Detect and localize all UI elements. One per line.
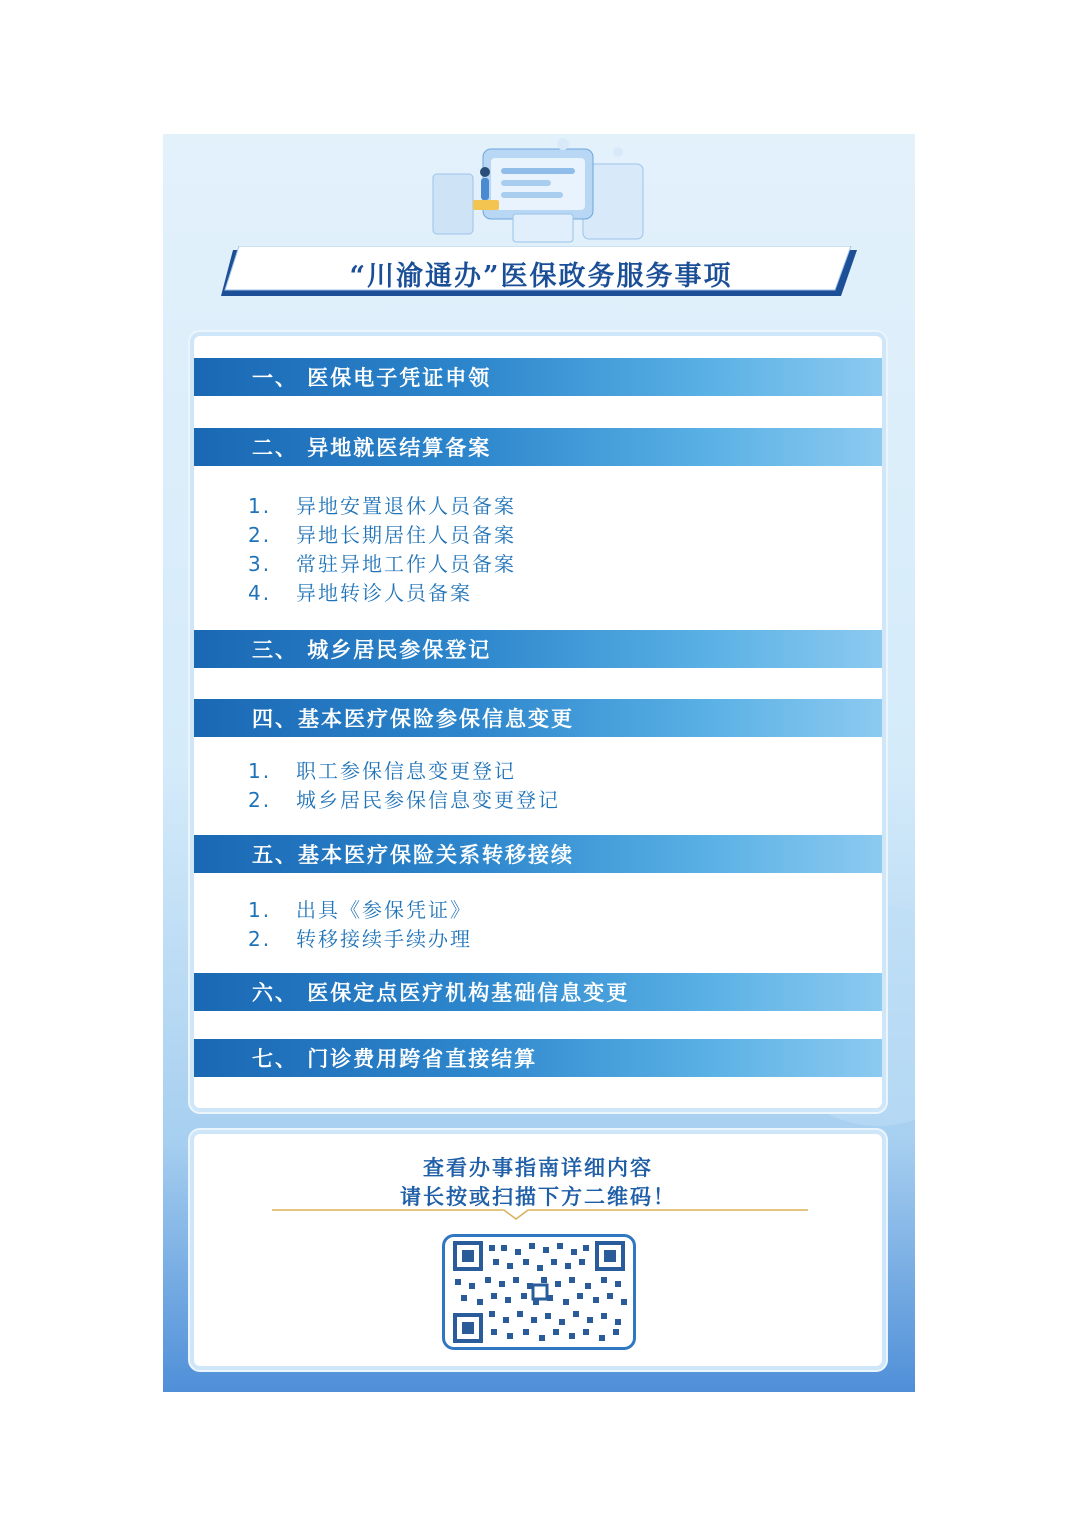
list-item: [248, 521, 516, 549]
item-number: 1.: [248, 494, 272, 518]
item-text: 转移接续手续办理: [296, 927, 472, 951]
page-title: “川渝通办”医保政务服务事项: [349, 260, 733, 292]
list-item: [248, 786, 560, 814]
list-item: [248, 579, 472, 607]
item-number: 2.: [248, 788, 272, 812]
section-header-3: 三、 城乡居民参保登记: [194, 630, 882, 668]
gold-divider: [272, 1208, 808, 1222]
item-text: 出具《参保凭证》: [296, 898, 472, 922]
item-number: 3.: [248, 552, 272, 576]
qr-instruction-line-1: 查看办事指南详细内容: [423, 1155, 653, 1180]
section-header-4: 四、基本医疗保险参保信息变更: [194, 699, 882, 737]
item-text: 异地转诊人员备案: [296, 581, 472, 605]
item-number: 1.: [248, 759, 272, 783]
item-text: 异地安置退休人员备案: [296, 494, 516, 518]
item-text: 城乡居民参保信息变更登记: [296, 788, 560, 812]
item-number: 2.: [248, 927, 272, 951]
item-number: 1.: [248, 898, 272, 922]
list-item: [248, 925, 472, 953]
section-header-6: 六、 医保定点医疗机构基础信息变更: [194, 973, 882, 1011]
qr-code-icon: [445, 1237, 633, 1347]
section-header-5: 五、基本医疗保险关系转移接续: [194, 835, 882, 873]
list-item: [248, 757, 516, 785]
list-item: [248, 492, 516, 520]
section-header-2: 二、 异地就医结算备案: [194, 428, 882, 466]
list-item: [248, 550, 516, 578]
item-number: 4.: [248, 581, 272, 605]
item-text: 异地长期居住人员备案: [296, 523, 516, 547]
qr-code-frame[interactable]: [442, 1234, 636, 1350]
qr-panel: [190, 1130, 886, 1370]
qr-instruction-line-2: 请长按或扫描下方二维码！: [400, 1184, 676, 1209]
item-text: 常驻异地工作人员备案: [296, 552, 516, 576]
healthcare-illustration: [423, 134, 653, 249]
services-card: [190, 332, 886, 1112]
item-text: 职工参保信息变更登记: [296, 759, 516, 783]
item-number: 2.: [248, 523, 272, 547]
list-item: [248, 896, 472, 924]
poster: [163, 134, 915, 1392]
section-header-1: 一、 医保电子凭证申领: [194, 358, 882, 396]
section-header-7: 七、 门诊费用跨省直接结算: [194, 1039, 882, 1077]
